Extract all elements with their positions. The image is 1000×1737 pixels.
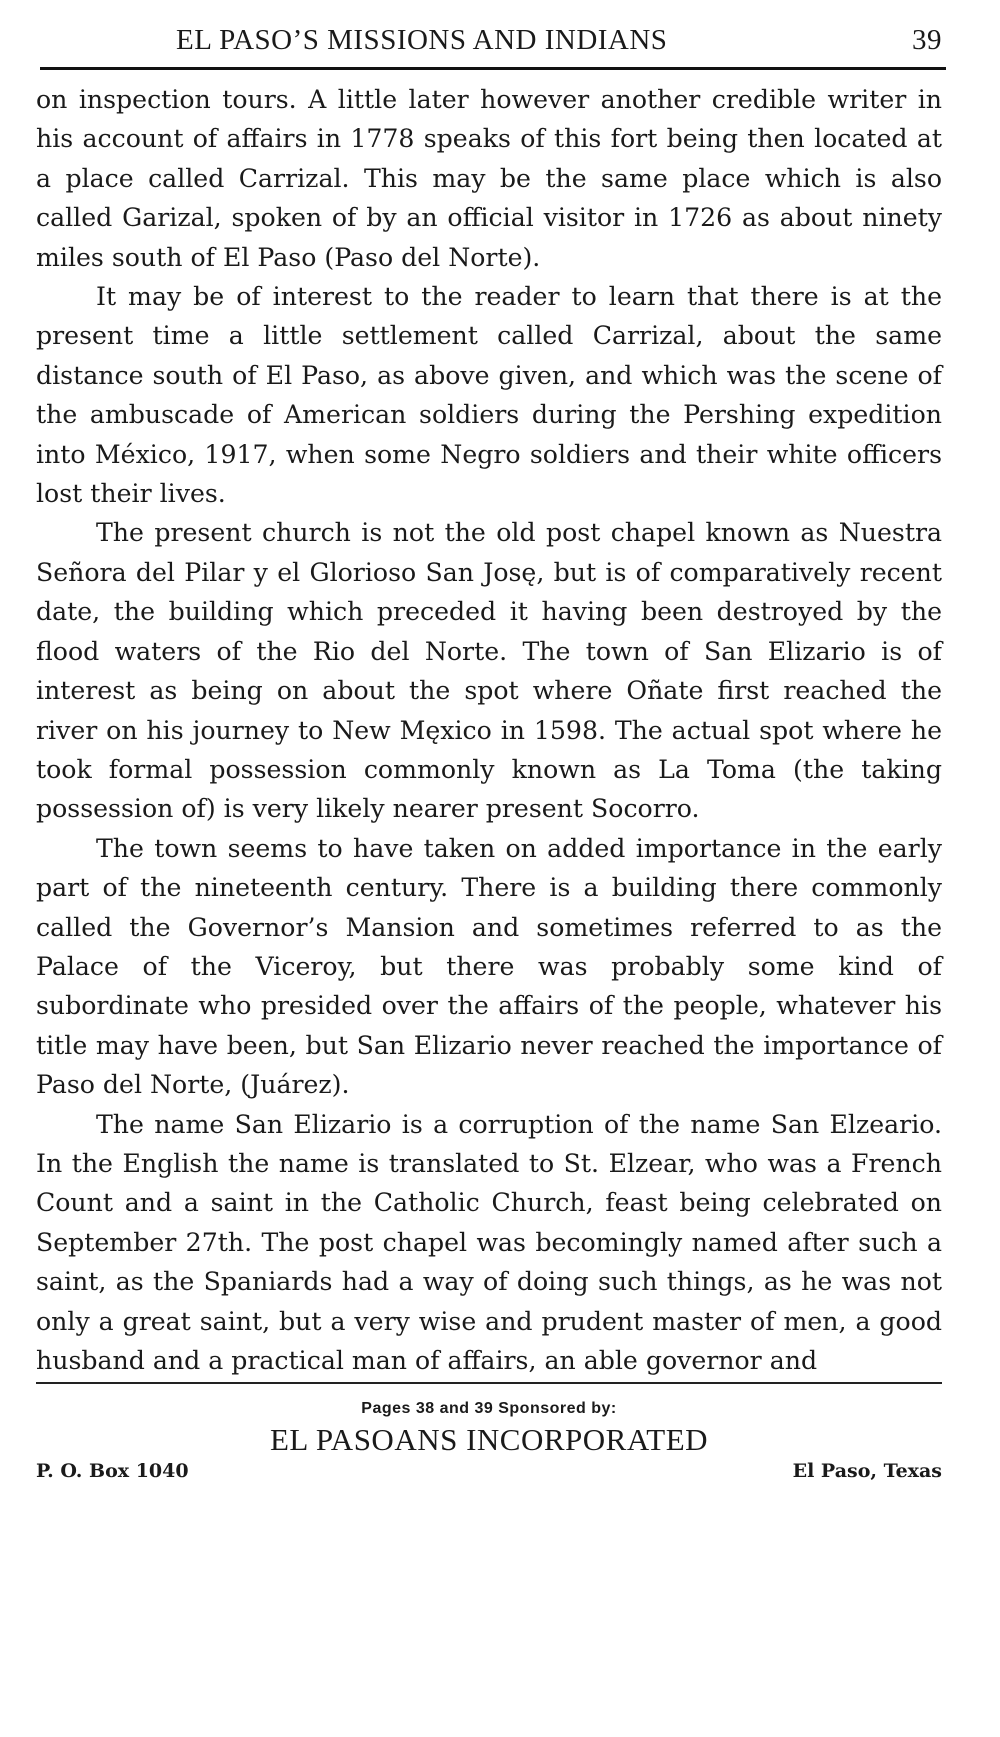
running-header (36, 24, 950, 57)
sponsor-block (36, 1400, 942, 1458)
header-rule (40, 67, 946, 70)
body-text (36, 80, 942, 1380)
paragraph-continued: on inspection tours. A little later however another credible writer in his account of affairs in 1778 speaks of this fort being then located at a place called Carrizal. This may be the same place which is also called Garizal, spoken of by an official visitor in 1726 as about ninety miles south of El Paso (Paso del Norte). (36, 85, 942, 272)
paragraph-carrizal: It may be of interest to the reader to learn that there is at the present time a little settlement called Carrizal, about the same distance south of El Paso, as above given, and which was the scene of the ambuscade of American soldiers during the Pershing expedition into México, 1917, when some Negro soldiers and their white officers lost their lives. (36, 282, 942, 509)
paragraph-name-origin: The name San Elizario is a corruption of the name San Elzeario. In the English the name is translated to St. Elzear, who was a French Count and a saint in the Catholic Church, feast being celebrated on September 27th. The post chapel was becomingly named after such a saint, as the Spaniards had a way of doing such things, as he was not only a great saint, but a very wise and prudent master of men, a good husband and a practical man of affairs, an able governor and (36, 1109, 942, 1375)
sponsor-city: El Paso, Texas (792, 1460, 942, 1483)
footer-rule (36, 1382, 942, 1384)
sponsor-address (36, 1460, 942, 1482)
paragraph-present-church: The present church is not the old post chapel known as Nuestra Señora del Pilar y el Glorioso San Josę, but is of comparatively recent date, the building which preceded it having been destroyed by the flood waters of the Rio del Norte. The town of San Elizario is of interest as being on about the spot where Oñate first reached the river on his journey to New Męxico in 1598. The actual spot where he took formal possession commonly known as La Toma (the taking possession of) is very likely nearer present Socorro. (36, 518, 942, 824)
page-number: 39 (912, 24, 942, 56)
sponsor-name: EL PASOANS INCORPORATED (269, 1422, 709, 1458)
po-box: P. O. Box 1040 (36, 1460, 189, 1483)
paragraph-nineteenth-century: The town seems to have taken on added importance in the early part of the nineteenth century. There is a building there commonly called the Governor’s Mansion and sometimes referred to as the Palace of the Viceroy, but there was probably some kind of subordinate who presided over the affairs of the people, whatever his title may have been, but San Elizario never reached the importance of Paso del Norte, (Juárez). (36, 833, 942, 1100)
book-page (36, 24, 950, 1482)
sponsor-line: Pages 38 and 39 Sponsored by: (361, 1400, 617, 1418)
running-title: EL PASO’S MISSIONS AND INDIANS (176, 24, 668, 56)
